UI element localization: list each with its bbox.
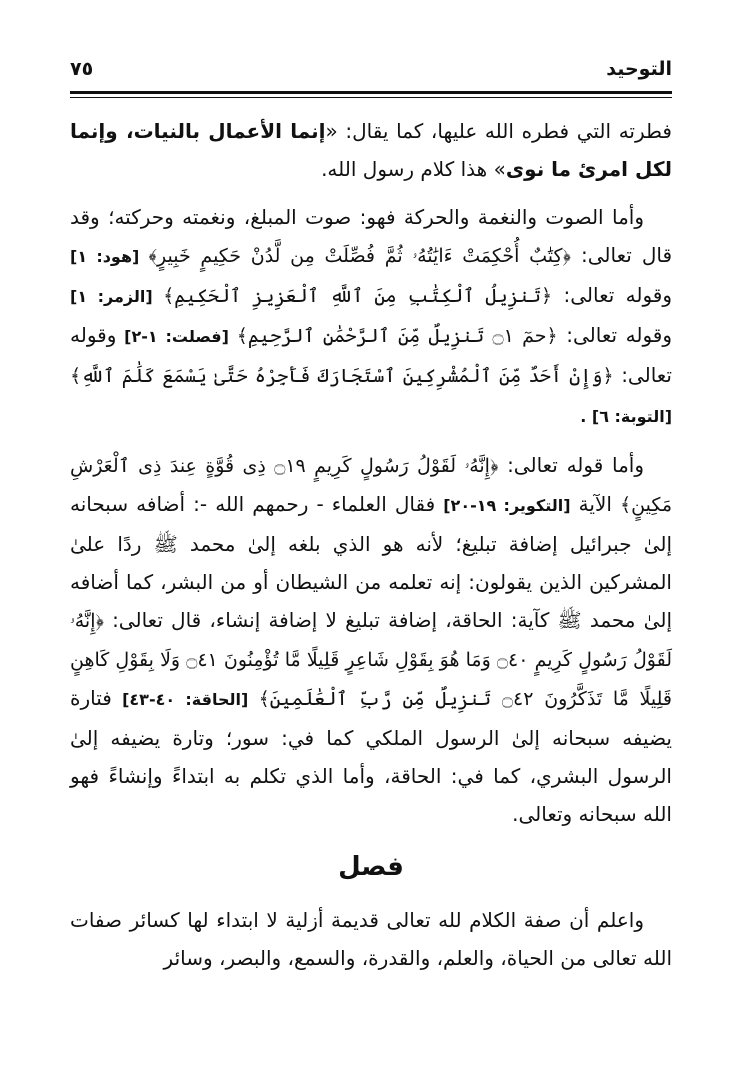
paragraph-2	[70, 198, 672, 436]
verse-reference: [الحاقة: ٤٠-٤٣]	[111, 690, 259, 709]
quran-verse: ﴿وَإِنْ أَحَدٌ مِّنَ ٱلْمُشْرِكِينَ ٱسْتَجَارَكَ فَأَجِرْهُ حَتَّىٰ يَسْمَعَ كَلَٰمَ ٱللَّهِ﴾	[70, 365, 614, 387]
text: واعلم أن صفة الكلام لله تعالى قديمة أزلية لا ابتداء لها كسائر صفات الله تعالى من الحياة، والعلم، والقدرة، والسمع، والبصر، وسائر	[70, 908, 672, 970]
text: الآية	[570, 492, 620, 516]
quran-verse: ﴿إِنَّهُۥ لَقَوْلُ رَسُولٍ كَرِيمٍ ۝١٩ ذِى قُوَّةٍ عِندَ ذِى ٱلْعَرْشِ مَكِينٍ﴾	[70, 455, 672, 516]
paragraph-1	[70, 112, 672, 188]
text: وقوله تعالى:	[552, 283, 672, 307]
verse-reference: [هود: ١]	[70, 247, 149, 266]
paragraph-3	[70, 446, 672, 833]
hadith-quote: إنما الأعمال بالنيات، وإنما لكل امرئ ما نوى	[70, 119, 672, 181]
page-number: ٧٥	[70, 58, 94, 80]
page-body	[70, 112, 672, 987]
paragraph-4	[70, 901, 672, 977]
verse-reference: [التكوير: ١٩-٢٠]	[443, 496, 571, 515]
quran-verse: ﴿كِتَٰبٌ أُحْكِمَتْ ءَايَٰتُهُۥ ثُمَّ فُصِّلَتْ مِن لَّدُنْ حَكِيمٍ خَبِيرٍ﴾	[148, 245, 571, 267]
text: وقوله تعالى:	[70, 323, 672, 387]
running-title: التوحيد	[606, 58, 672, 80]
quran-verse: ﴿تَنزِيلُ ٱلْكِتَٰبِ مِنَ ٱللَّهِ ٱلْعَزِيزِ ٱلْحَكِيمِ﴾	[163, 285, 553, 307]
header-rule-thick	[70, 91, 672, 94]
verse-reference: [الزمر: ١]	[70, 287, 164, 306]
text: فطرته التي فطره الله عليها، كما يقال: «	[325, 119, 672, 143]
quran-verse: ﴿حمٓ ۝١ تَنزِيلٌ مِّنَ ٱلرَّحْمَٰنِ ٱلرَّحِيمِ﴾	[236, 325, 558, 347]
text: وأما قوله تعالى:	[498, 453, 644, 477]
verse-reference: [فصلت: ١-٢]	[116, 327, 237, 346]
text: فتارة يضيفه سبحانه إلىٰ الرسول الملكي كما في: سور؛ وتارة يضيفه إلىٰ الرسول البشري، كما في: الحاقة، وأما الذي تكلم به ابتداءً وإنشاءً فهو الله سبحانه وتعالى.	[70, 686, 672, 826]
section-title: فصل	[338, 852, 404, 882]
text: وقوله تعالى:	[557, 323, 673, 347]
text: » هذا كلام رسول الله.	[321, 157, 506, 181]
text: وأما الصوت والنغمة والحركة فهو: صوت المبلغ، ونغمته وحركته؛ وقد قال تعالى:	[70, 205, 673, 267]
verse-reference: [التوبة: ٦] .	[580, 407, 672, 426]
quran-verse: ﴿إِنَّهُۥ لَقَوْلُ رَسُولٍ كَرِيمٍ ۝٤٠ وَمَا هُوَ بِقَوْلِ شَاعِرٍ قَلِيلًا مَّا تُؤْمِنُونَ ۝٤١ وَلَا بِقَوْلِ كَاهِنٍ قَلِيلًا مَّا تَذَكَّرُونَ ۝٤٢ تَنزِيلٌ مِّن رَّبِّ ٱلْعَٰلَمِينَ﴾	[70, 610, 672, 710]
page-header	[70, 58, 672, 88]
header-rule-thin	[70, 97, 672, 98]
text: فقال العلماء - رحمهم الله -: أضافه سبحانه إلىٰ جبرائيل إضافة تبليغ؛ لأنه هو الذي بلغه إلىٰ محمد ﷺ ردًا علىٰ المشركين الذين يقولون: إنه تعلمه من الشيطان أو من البشر، كما أضافه إلىٰ محمد ﷺ كآية: الحاقة، إضافة تبليغ لا إضافة إنشاء، قال تعالى:	[70, 492, 672, 632]
